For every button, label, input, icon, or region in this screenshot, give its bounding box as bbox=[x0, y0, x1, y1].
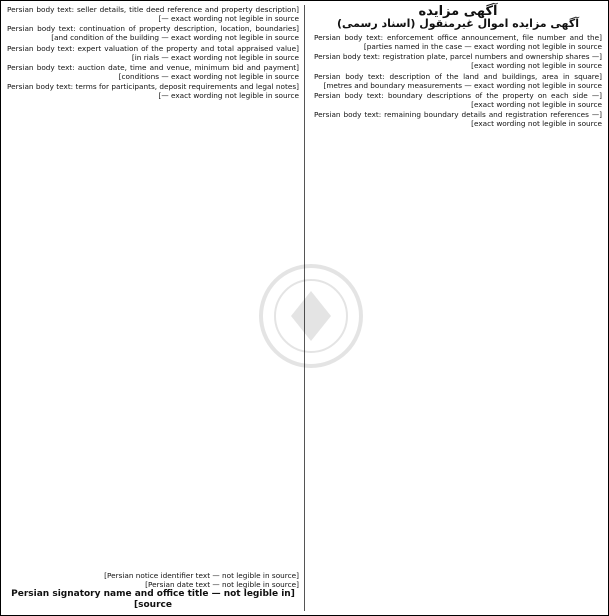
right-paragraph-4: [Persian body text: boundary descriptions of the property on each side — exact wording not legible in source] bbox=[314, 90, 602, 110]
left-paragraph-1: [Persian body text: seller details, title deed reference and property description — exact wording not legible in source] bbox=[7, 5, 299, 24]
right-paragraph-1: [Persian body text: enforcement office announcement, file number and the parties named in the case — exact wording not legible in source] bbox=[314, 33, 602, 52]
column-divider bbox=[304, 5, 305, 611]
notice-header bbox=[314, 5, 602, 31]
right-column bbox=[314, 33, 602, 613]
left-paragraph-4: [Persian body text: auction date, time and venue, minimum bid and payment conditions — exact wording not legible in source] bbox=[7, 62, 299, 82]
left-column bbox=[7, 5, 299, 573]
notice-number: [Persian notice identifier text — not legible in source] bbox=[104, 571, 299, 580]
notice-title: آگهی مزایده bbox=[418, 4, 498, 19]
right-paragraph-2: [Persian body text: registration plate, parcel numbers and ownership shares — exact wording not legible in source] bbox=[314, 52, 602, 71]
signatory-name: [Persian signatory name and office title — not legible in source] bbox=[11, 589, 295, 610]
right-paragraph-5: [Persian body text: remaining boundary details and registration references — exact wording not legible in source] bbox=[314, 110, 602, 129]
signature-block bbox=[7, 571, 299, 611]
left-paragraph-3: [Persian body text: expert valuation of the property and total appraised value in rials — exact wording not legible in source] bbox=[7, 43, 299, 62]
notice-subtitle: آگهی مزایده اموال غیرمنقول (اسناد رسمی) bbox=[337, 17, 579, 30]
right-paragraph-3: [Persian body text: description of the land and buildings, area in square metres and boundary measurements — exact wording not legible in source] bbox=[314, 71, 602, 90]
left-paragraph-5: [Persian body text: terms for participants, deposit requirements and legal notes — exact wording not legible in source] bbox=[7, 82, 299, 101]
notice-date: [Persian date text — not legible in source] bbox=[145, 580, 299, 589]
left-paragraph-2: [Persian body text: continuation of property description, location, boundaries and condition of the building — exact wording not legible in source] bbox=[7, 24, 299, 43]
